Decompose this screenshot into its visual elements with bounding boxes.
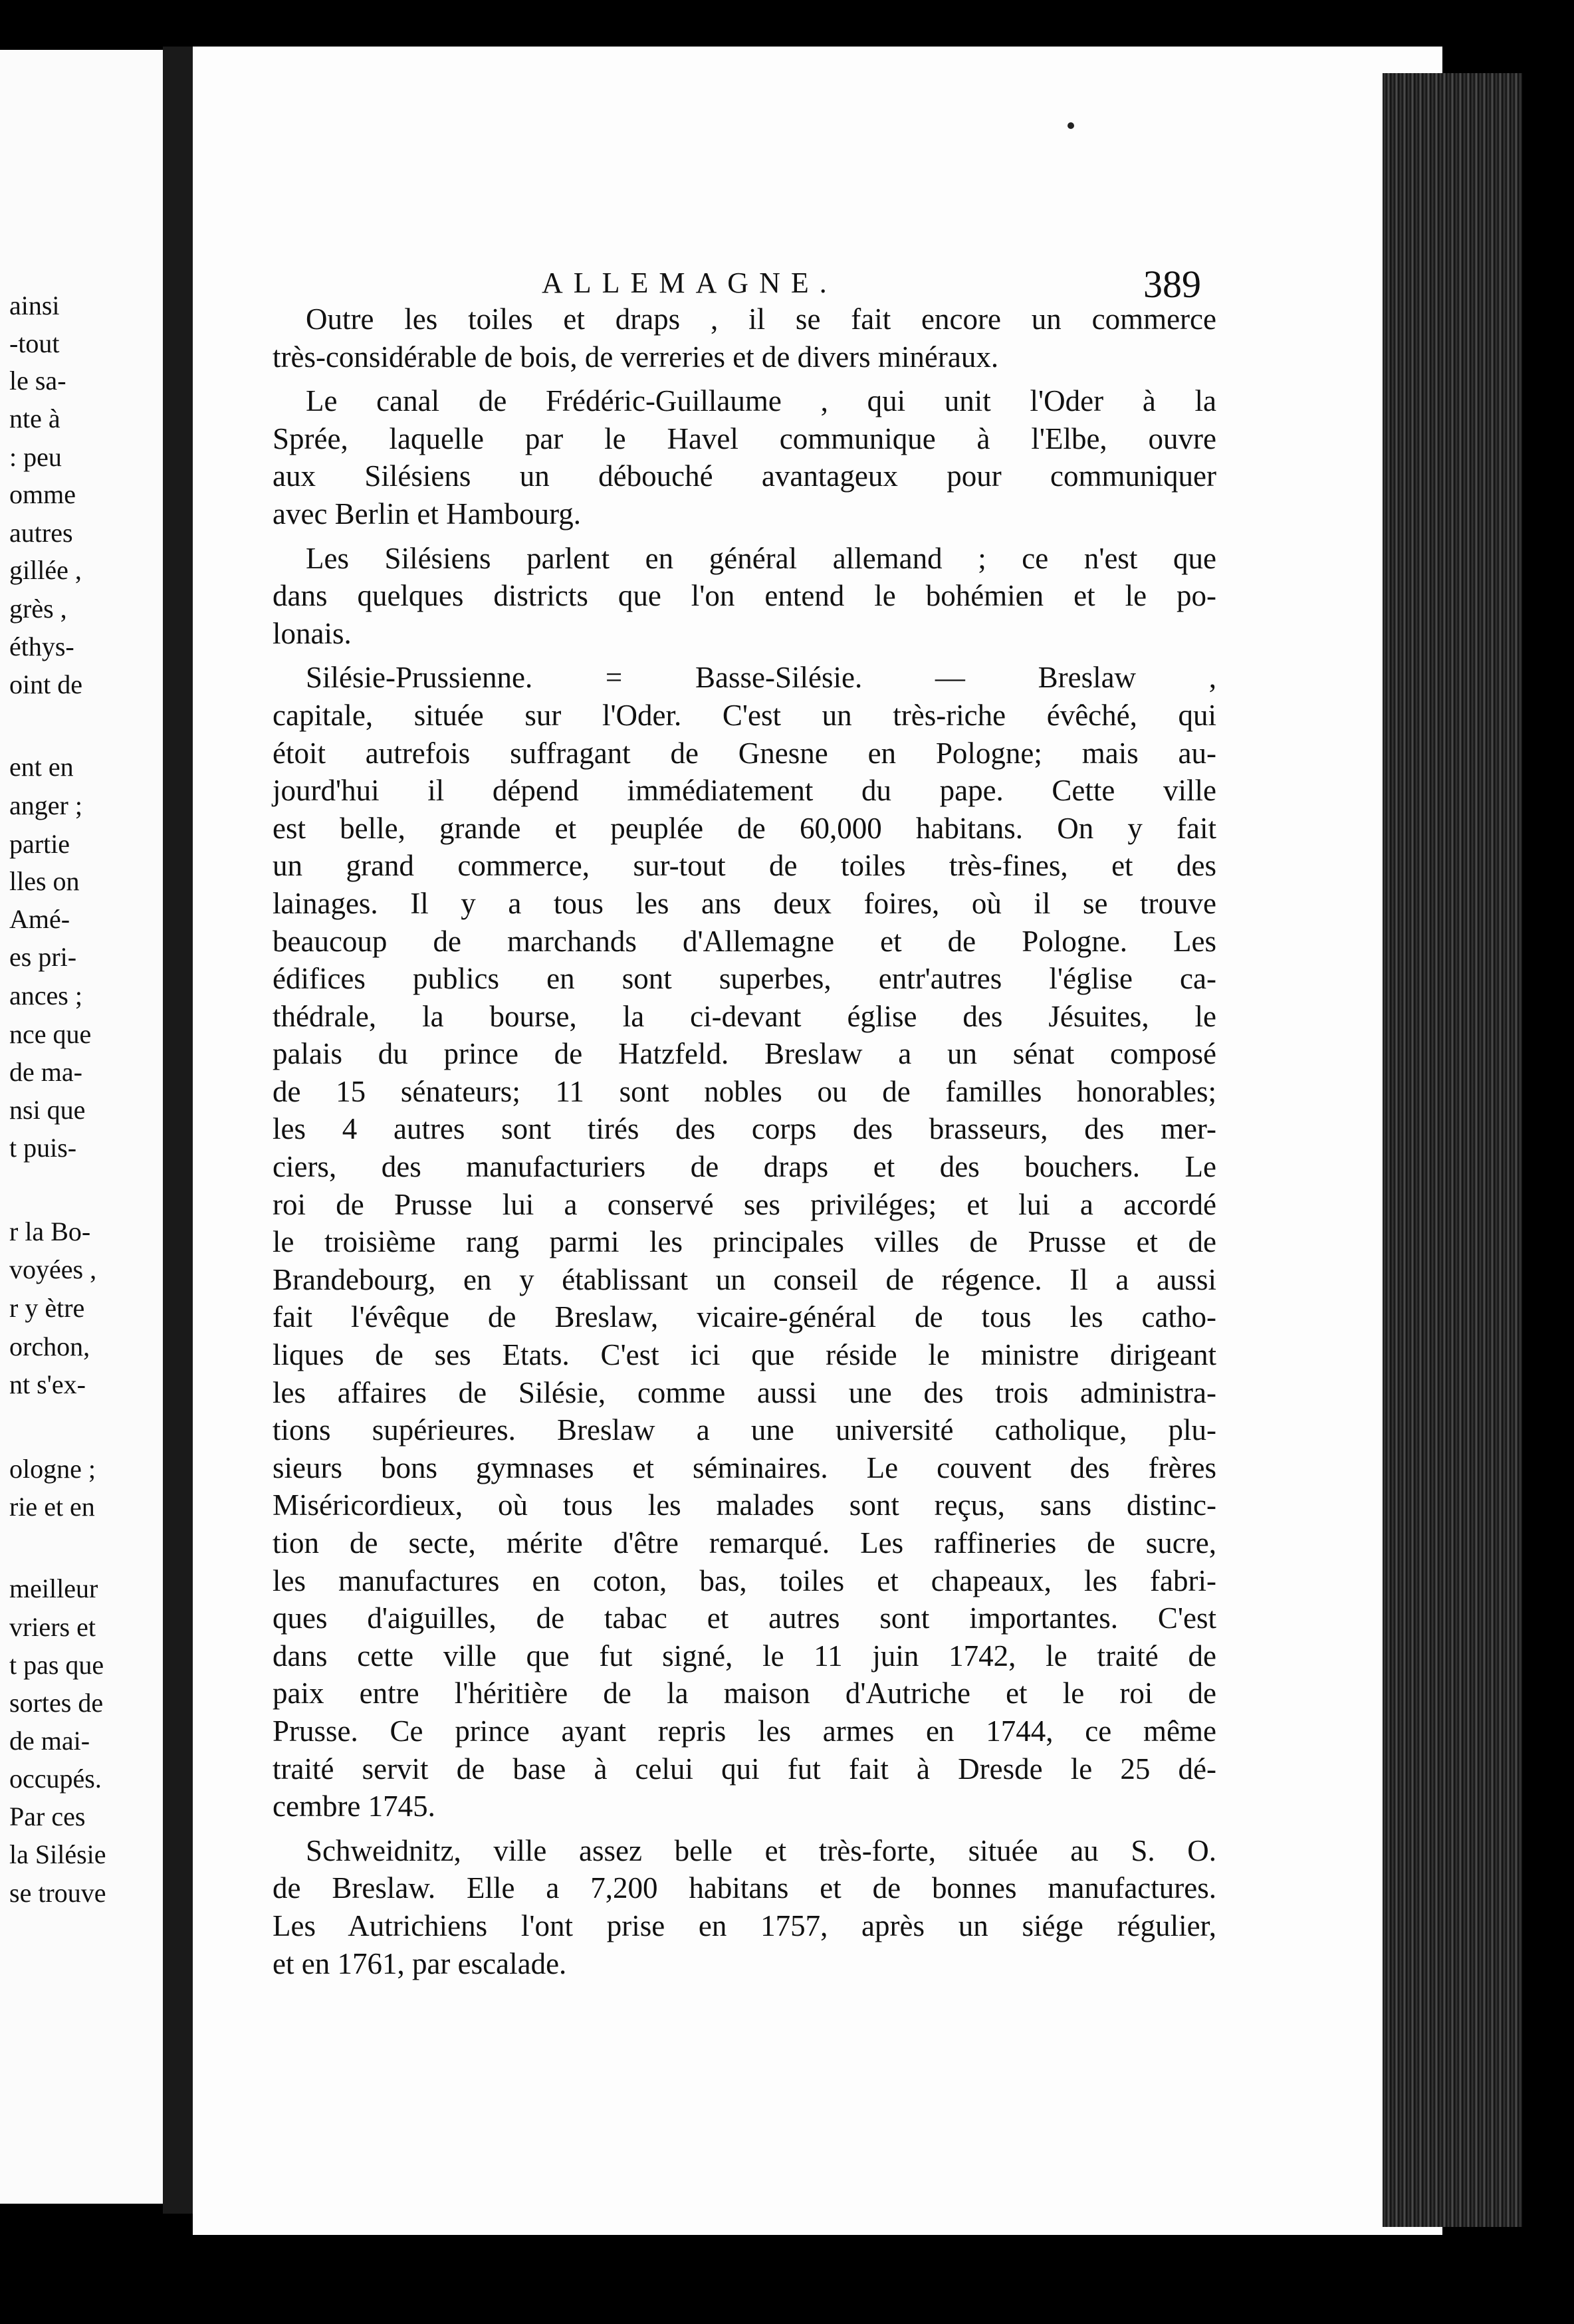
left-page-line: lles on xyxy=(9,866,80,896)
text-line: de 15 sénateurs; 11 sont nobles ou de familles honorables; xyxy=(273,1074,1216,1108)
text-line: le troisième rang parmi les principales villes de Prusse et de xyxy=(273,1225,1216,1259)
left-page-line: la Silésie xyxy=(9,1839,106,1869)
text-line: beaucoup de marchands d'Allemagne et de Pologne. Les xyxy=(273,924,1216,958)
text-line: dans quelques districts que l'on entend le bohémien et le po- xyxy=(273,579,1216,613)
fore-edge xyxy=(1522,73,1574,2227)
left-page-line: t puis- xyxy=(9,1133,77,1163)
text-line: Le canal de Frédéric-Guillaume , qui unit l'Oder à la xyxy=(306,384,1216,418)
left-page-line: voyées , xyxy=(9,1254,97,1284)
left-page-line: orchon, xyxy=(9,1332,90,1361)
left-page-line: partie xyxy=(9,829,70,859)
text-line: les 4 autres sont tirés des corps des brasseurs, des mer- xyxy=(273,1112,1216,1146)
text-line: Silésie-Prussienne. = Basse-Silésie. — Breslaw , xyxy=(306,661,1216,695)
text-line: Prusse. Ce prince ayant repris les armes en 1744, ce même xyxy=(273,1714,1216,1748)
left-page-line: grès , xyxy=(9,594,67,624)
left-page-line: le sa- xyxy=(9,366,66,396)
left-page-line: -tout xyxy=(9,328,60,358)
text-line: les manufactures en coton, bas, toiles et chapeaux, les fabri- xyxy=(273,1564,1216,1597)
text-line: capitale, située sur l'Oder. C'est un très-riche évêché, qui xyxy=(273,698,1216,732)
text-line: traité servit de base à celui qui fut fait à Dresde le 25 dé- xyxy=(273,1752,1216,1786)
text-line: Miséricordieux, où tous les malades sont reçus, sans distinc- xyxy=(273,1488,1216,1522)
text-line: jourd'hui il dépend immédiatement du pape. Cette ville xyxy=(273,774,1216,808)
text-line: Schweidnitz, ville assez belle et très-forte, située au S. O. xyxy=(306,1833,1216,1867)
left-page-line: vriers et xyxy=(9,1612,96,1642)
text-line: Les Autrichiens l'ont prise en 1757, après un siége régulier, xyxy=(273,1909,1216,1942)
left-page-line: nsi que xyxy=(9,1095,86,1125)
left-page-line: occupés. xyxy=(9,1764,102,1794)
book-gutter xyxy=(163,47,193,2214)
text-line: édifices publics en sont superbes, entr'autres l'église ca- xyxy=(273,962,1216,996)
left-page-line: meilleur xyxy=(9,1573,98,1603)
left-page-line: : peu xyxy=(9,442,62,472)
text-line: palais du prince de Hatzfeld. Breslaw a un sénat composé xyxy=(273,1037,1216,1071)
text-line: ques d'aiguilles, de tabac et autres sont importantes. C'est xyxy=(273,1601,1216,1635)
left-page xyxy=(0,50,163,2204)
left-page-line: es pri- xyxy=(9,942,77,972)
text-line: ciers, des manufacturiers de draps et des bouchers. Le xyxy=(273,1150,1216,1184)
page-edge-stack xyxy=(1383,73,1522,2227)
text-line: tions supérieures. Breslaw a une université catholique, plu- xyxy=(273,1413,1216,1447)
left-page-line: t pas que xyxy=(9,1650,104,1680)
left-page-line: ent en xyxy=(9,752,74,782)
text-line: cembre 1745. xyxy=(273,1790,435,1823)
text-line: est belle, grande et peuplée de 60,000 habitans. On y fait xyxy=(273,811,1216,845)
left-page-line: éthys- xyxy=(9,632,74,661)
left-page-line: se trouve xyxy=(9,1878,106,1908)
left-page-line: r la Bo- xyxy=(9,1217,91,1246)
left-page-line: nt s'ex- xyxy=(9,1369,86,1399)
text-line: paix entre l'héritière de la maison d'Autriche et le roi de xyxy=(273,1677,1216,1710)
left-page-line: autres xyxy=(9,518,73,548)
left-page-line: anger ; xyxy=(9,790,82,820)
left-page-line: nce que xyxy=(9,1019,92,1049)
left-page-line: ances ; xyxy=(9,981,82,1010)
left-page-line: de ma- xyxy=(9,1057,82,1087)
left-page-line: de mai- xyxy=(9,1726,90,1756)
text-line: sieurs bons gymnases et séminaires. Le couvent des frères xyxy=(273,1451,1216,1484)
text-line: très-considérable de bois, de verreries et de divers minéraux. xyxy=(273,340,999,374)
running-head: ALLEMAGNE. xyxy=(542,267,838,299)
text-line: avec Berlin et Hambourg. xyxy=(273,497,582,530)
left-page-line: ologne ; xyxy=(9,1454,96,1484)
text-line: lonais. xyxy=(273,616,352,650)
text-line: Brandebourg, en y établissant un conseil de régence. Il a aussi xyxy=(273,1262,1216,1296)
left-page-line: Amé- xyxy=(9,904,70,934)
left-page-line: r y ètre xyxy=(9,1293,85,1323)
left-page-line: Par ces xyxy=(9,1801,86,1831)
body-text xyxy=(273,300,1216,1982)
text-line: les affaires de Silésie, comme aussi une des trois administra- xyxy=(273,1375,1216,1409)
left-page-line: ainsi xyxy=(9,290,60,320)
text-line: tion de secte, mérite d'être remarqué. Les raffineries de sucre, xyxy=(273,1526,1216,1560)
page-number: 389 xyxy=(1143,263,1201,306)
text-line: et en 1761, par escalade. xyxy=(273,1946,567,1980)
ink-speck xyxy=(1068,122,1074,129)
text-line: étoit autrefois suffragant de Gnesne en Pologne; mais au- xyxy=(273,736,1216,770)
text-line: roi de Prusse lui a conservé ses priviléges; et lui a accordé xyxy=(273,1187,1216,1221)
left-page-line: sortes de xyxy=(9,1688,104,1718)
text-line: aux Silésiens un débouché avantageux pour communiquer xyxy=(273,459,1216,493)
left-page-line: oint de xyxy=(9,669,82,699)
text-line: Outre les toiles et draps , il se fait encore un commerce xyxy=(306,302,1216,336)
text-line: Les Silésiens parlent en général allemand ; ce n'est que xyxy=(306,541,1216,575)
left-page-line: omme xyxy=(9,479,76,509)
text-line: de Breslaw. Elle a 7,200 habitans et de bonnes manufactures. xyxy=(273,1871,1216,1905)
text-line: liques de ses Etats. C'est ici que réside le ministre dirigeant xyxy=(273,1338,1216,1372)
text-line: dans cette ville que fut signé, le 11 juin 1742, le traité de xyxy=(273,1639,1216,1673)
text-line: thédrale, la bourse, la ci-devant église des Jésuites, le xyxy=(273,999,1216,1033)
left-page-line: rie et en xyxy=(9,1492,95,1522)
text-line: lainages. Il y a tous les ans deux foires, où il se trouve xyxy=(273,886,1216,920)
left-page-line: nte à xyxy=(9,404,60,433)
text-line: fait l'évêque de Breslaw, vicaire-général de tous les catho- xyxy=(273,1300,1216,1334)
text-line: un grand commerce, sur-tout de toiles très-fines, et des xyxy=(273,849,1216,883)
text-line: Sprée, laquelle par le Havel communique à l'Elbe, ouvre xyxy=(273,421,1216,455)
left-page-line: gillée , xyxy=(9,555,82,585)
